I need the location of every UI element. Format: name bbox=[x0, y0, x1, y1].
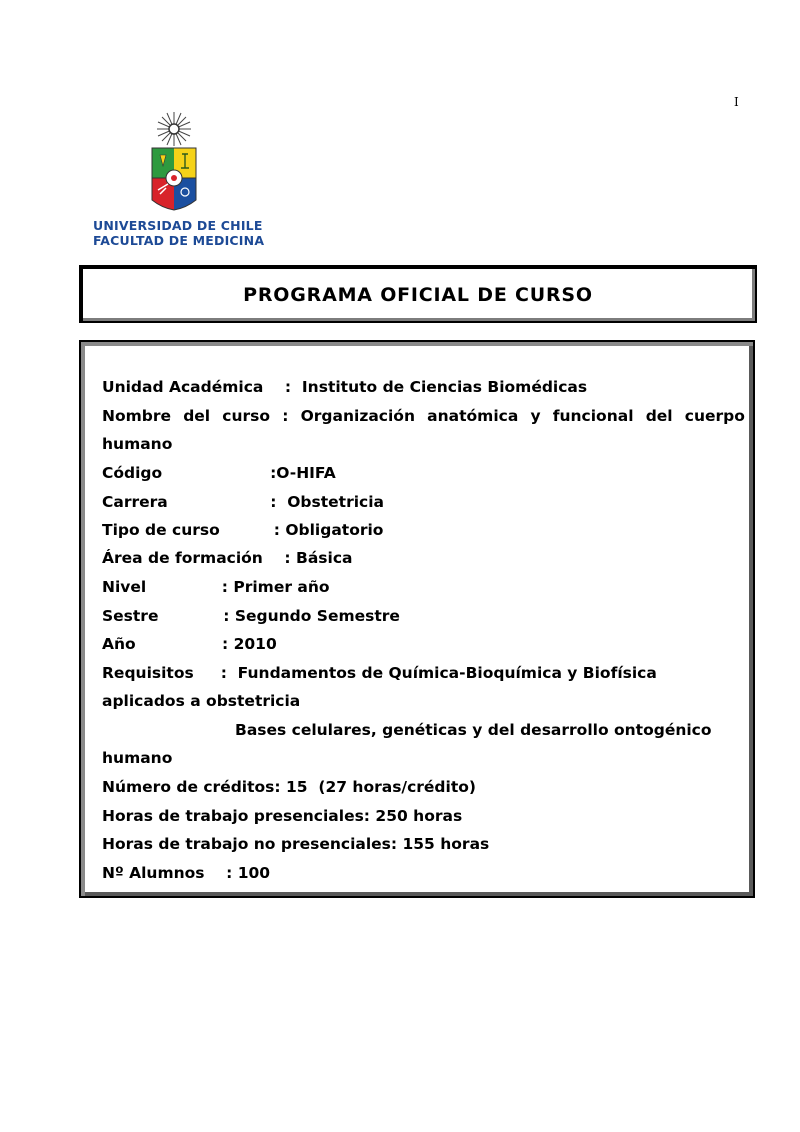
title-box bbox=[79, 265, 757, 323]
faculty-name: FACULTAD DE MEDICINA bbox=[93, 233, 265, 248]
nombre-word: y bbox=[530, 407, 541, 425]
nombre-word: Nombre bbox=[102, 407, 172, 425]
field-area-formacion: Área de formación : Básica bbox=[102, 549, 353, 567]
field-requisitos-cont: humano bbox=[102, 749, 173, 767]
page-number: I bbox=[734, 95, 739, 109]
field-requisitos-cont: aplicados a obstetricia bbox=[102, 692, 301, 710]
field-requisitos-cont: Bases celulares, genéticas y del desarrollo ontogénico bbox=[235, 721, 712, 739]
page-title: PROGRAMA OFICIAL DE CURSO bbox=[243, 284, 593, 306]
field-codigo: Código :O-HIFA bbox=[102, 464, 336, 482]
nombre-word: curso bbox=[222, 407, 271, 425]
field-tipo-curso: Tipo de curso : Obligatorio bbox=[102, 521, 384, 539]
field-nombre-curso-cont: humano bbox=[102, 435, 173, 453]
field-sestre: Sestre : Segundo Semestre bbox=[102, 607, 400, 625]
field-horas-no-presenciales: Horas de trabajo no presenciales: 155 horas bbox=[102, 835, 490, 853]
nombre-word: : bbox=[282, 407, 289, 425]
field-nivel: Nivel : Primer año bbox=[102, 578, 330, 596]
nombre-word: anatómica bbox=[427, 407, 519, 425]
nombre-word: del bbox=[645, 407, 673, 425]
field-nombre-curso bbox=[102, 406, 745, 426]
university-name: UNIVERSIDAD DE CHILE bbox=[93, 218, 263, 233]
nombre-word: del bbox=[183, 407, 211, 425]
nombre-word: cuerpo bbox=[684, 407, 745, 425]
field-alumnos: Nº Alumnos : 100 bbox=[102, 864, 271, 882]
institution-name bbox=[93, 218, 264, 248]
field-anio: Año : 2010 bbox=[102, 635, 277, 653]
field-unidad-academica: Unidad Académica : Instituto de Ciencias Biomédicas bbox=[102, 378, 588, 396]
university-shield-logo bbox=[140, 110, 212, 220]
nombre-word: Organización bbox=[300, 407, 415, 425]
field-requisitos: Requisitos : Fundamentos de Química-Bioquímica y Biofísica bbox=[102, 664, 657, 682]
field-creditos: Número de créditos: 15 (27 horas/crédito) bbox=[102, 778, 476, 796]
field-horas-presenciales: Horas de trabajo presenciales: 250 horas bbox=[102, 807, 463, 825]
field-carrera: Carrera : Obstetricia bbox=[102, 493, 385, 511]
nombre-word: funcional bbox=[552, 407, 634, 425]
